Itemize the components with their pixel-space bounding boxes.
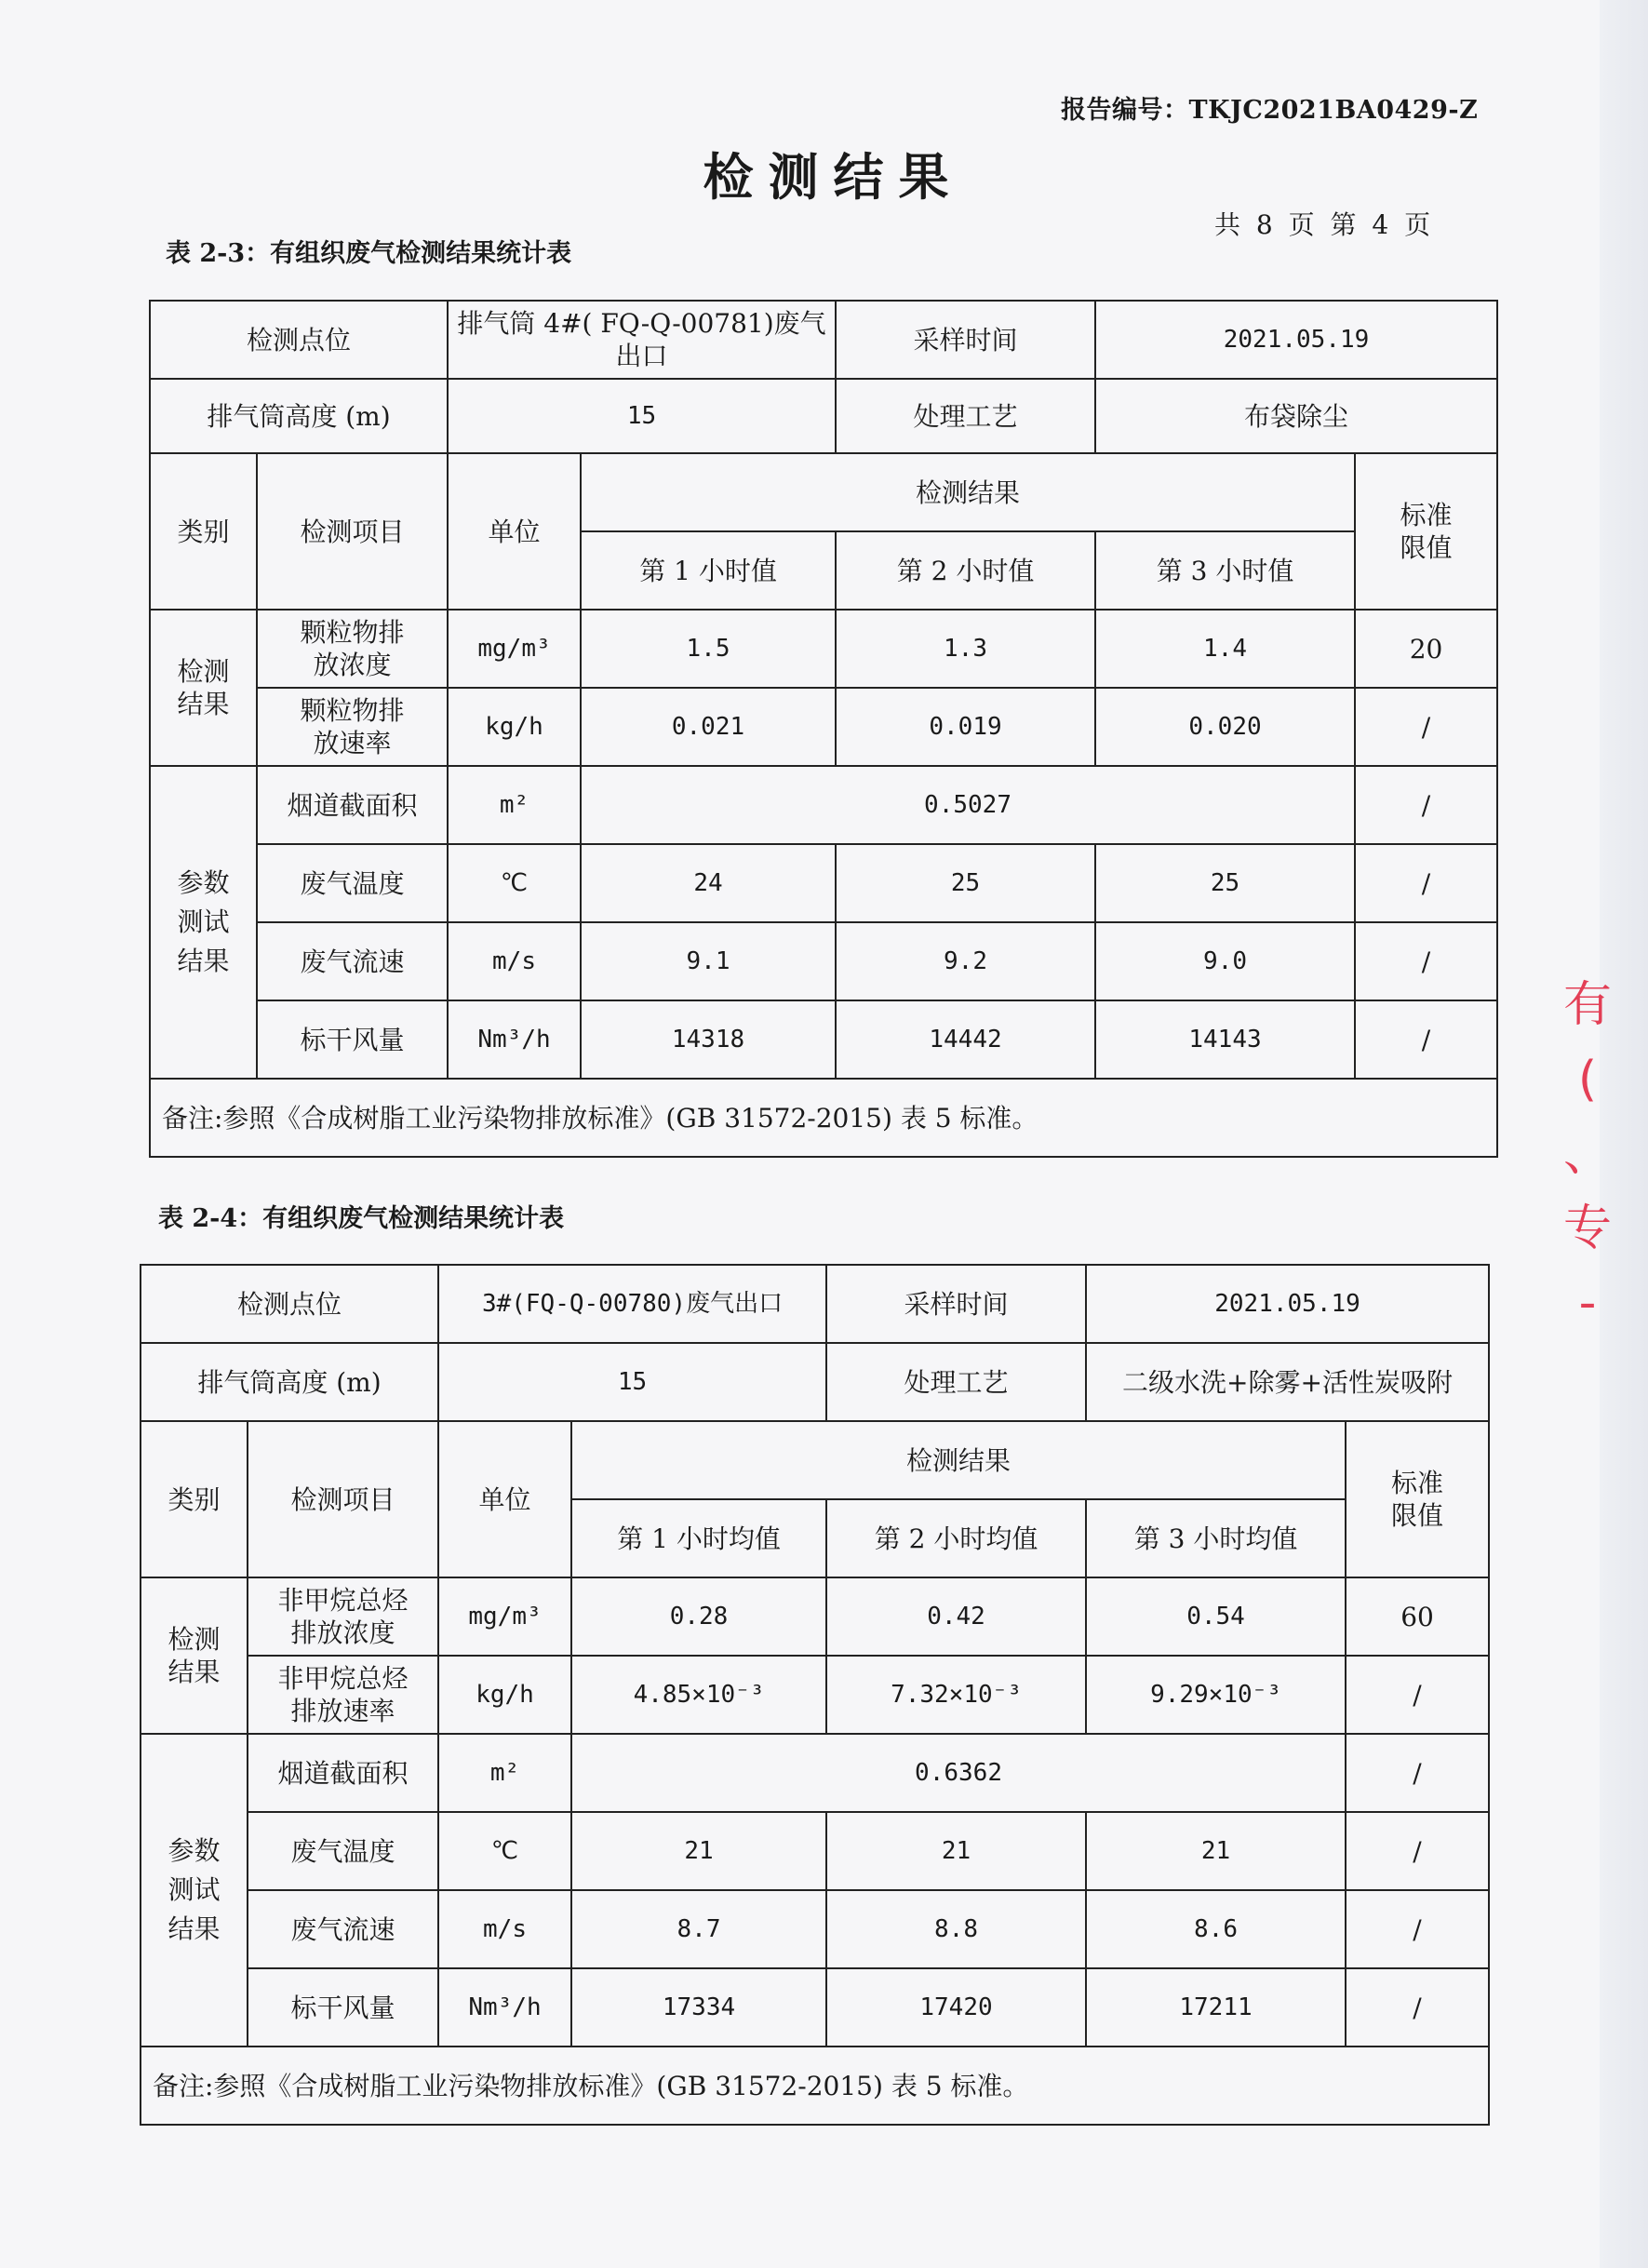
value-hour-1: 1.5: [581, 610, 836, 688]
header-limit: 标准限值: [1355, 453, 1497, 610]
group-detection-results: 检测结果: [150, 610, 257, 766]
value-hour-3: 9.0: [1095, 922, 1355, 1000]
stamp-char: 有: [1562, 977, 1612, 1033]
table-2-4: [140, 1264, 1490, 2126]
header-hour-1: 第 1 小时均值: [571, 1499, 826, 1577]
sampling-time-label: 采样时间: [826, 1265, 1086, 1343]
value-hour-3: 8.6: [1086, 1890, 1346, 1968]
process-label: 处理工艺: [826, 1343, 1086, 1421]
unit: m/s: [438, 1890, 571, 1968]
value-hour-1: 0.021: [581, 688, 836, 766]
item-name: 颗粒物排放速率: [257, 688, 448, 766]
stamp-char: -: [1578, 1275, 1597, 1331]
header-category: 类别: [141, 1421, 248, 1577]
header-hour-3: 第 3 小时值: [1095, 531, 1355, 610]
unit: m²: [438, 1734, 571, 1812]
unit: ℃: [438, 1812, 571, 1890]
table-2-3-caption: 表 2-3：有组织废气检测结果统计表: [166, 239, 572, 268]
value-hour-1: 4.85×10⁻³: [571, 1656, 826, 1734]
value-hour-1: 8.7: [571, 1890, 826, 1968]
limit-value: 60: [1346, 1577, 1489, 1656]
limit-value: /: [1355, 766, 1497, 844]
value-hour-1: 17334: [571, 1968, 826, 2047]
table-remark: 备注:参照《合成树脂工业污染物排放标准》(GB 31572-2015) 表 5 标准。: [150, 1079, 1497, 1157]
table-2-4-caption: 表 2-4：有组织废气检测结果统计表: [158, 1204, 565, 1233]
group-parameter-results: 参数测试结果: [150, 766, 257, 1079]
item-name: 烟道截面积: [257, 766, 448, 844]
value-hour-2: 0.019: [836, 688, 1095, 766]
sampling-time-value: 2021.05.19: [1095, 301, 1497, 379]
value-hour-2: 1.3: [836, 610, 1095, 688]
point-value: 3#(FQ-Q-00780)废气出口: [438, 1265, 826, 1343]
item-name: 废气温度: [248, 1812, 438, 1890]
sampling-time-value: 2021.05.19: [1086, 1265, 1489, 1343]
area-value: 0.5027: [581, 766, 1355, 844]
value-hour-3: 14143: [1095, 1000, 1355, 1079]
value-hour-3: 25: [1095, 844, 1355, 922]
area-value: 0.6362: [571, 1734, 1346, 1812]
limit-value: /: [1346, 1812, 1489, 1890]
item-name: 颗粒物排放浓度: [257, 610, 448, 688]
value-hour-2: 17420: [826, 1968, 1086, 2047]
value-hour-3: 0.020: [1095, 688, 1355, 766]
unit: Nm³/h: [438, 1968, 571, 2047]
point-label: 检测点位: [141, 1265, 438, 1343]
item-name: 非甲烷总烃排放浓度: [248, 1577, 438, 1656]
header-unit: 单位: [438, 1421, 571, 1577]
item-name: 标干风量: [248, 1968, 438, 2047]
header-item: 检测项目: [257, 453, 448, 610]
unit: kg/h: [448, 688, 581, 766]
item-name: 烟道截面积: [248, 1734, 438, 1812]
value-hour-2: 8.8: [826, 1890, 1086, 1968]
process-value: 二级水洗+除雾+活性炭吸附: [1086, 1343, 1489, 1421]
unit: mg/m³: [448, 610, 581, 688]
process-value: 布袋除尘: [1095, 379, 1497, 453]
item-name: 废气流速: [257, 922, 448, 1000]
value-hour-1: 24: [581, 844, 836, 922]
unit: mg/m³: [438, 1577, 571, 1656]
value-hour-1: 14318: [581, 1000, 836, 1079]
value-hour-3: 21: [1086, 1812, 1346, 1890]
group-detection-results: 检测结果: [141, 1577, 248, 1734]
value-hour-3: 0.54: [1086, 1577, 1346, 1656]
unit: Nm³/h: [448, 1000, 581, 1079]
stamp-char: (: [1577, 1052, 1598, 1107]
unit: kg/h: [438, 1656, 571, 1734]
header-results: 检测结果: [571, 1421, 1346, 1499]
item-name: 非甲烷总烃排放速率: [248, 1656, 438, 1734]
header-hour-3: 第 3 小时均值: [1086, 1499, 1346, 1577]
limit-value: /: [1355, 1000, 1497, 1079]
value-hour-1: 21: [571, 1812, 826, 1890]
group-parameter-results: 参数测试结果: [141, 1734, 248, 2047]
header-results: 检测结果: [581, 453, 1355, 531]
value-hour-3: 1.4: [1095, 610, 1355, 688]
value-hour-2: 7.32×10⁻³: [826, 1656, 1086, 1734]
value-hour-1: 0.28: [571, 1577, 826, 1656]
stamp-char: 、: [1562, 1126, 1612, 1182]
page-title: 检测结果: [703, 147, 964, 207]
unit: ℃: [448, 844, 581, 922]
value-hour-2: 0.42: [826, 1577, 1086, 1656]
unit: m/s: [448, 922, 581, 1000]
table-2-3: [149, 300, 1498, 1158]
header-hour-2: 第 2 小时均值: [826, 1499, 1086, 1577]
value-hour-1: 9.1: [581, 922, 836, 1000]
limit-value: /: [1346, 1734, 1489, 1812]
header-hour-1: 第 1 小时值: [581, 531, 836, 610]
stamp-char: 专: [1562, 1201, 1612, 1256]
stack-height-label: 排气筒高度 (m): [141, 1343, 438, 1421]
stack-height-value: 15: [438, 1343, 826, 1421]
limit-value: /: [1346, 1656, 1489, 1734]
point-value: 排气筒 4#( FQ-Q-00781)废气出口: [448, 301, 836, 379]
limit-value: /: [1355, 922, 1497, 1000]
limit-value: /: [1346, 1968, 1489, 2047]
limit-value: 20: [1355, 610, 1497, 688]
item-name: 标干风量: [257, 1000, 448, 1079]
value-hour-2: 25: [836, 844, 1095, 922]
table-remark: 备注:参照《合成树脂工业污染物排放标准》(GB 31572-2015) 表 5 标准。: [141, 2047, 1489, 2125]
header-category: 类别: [150, 453, 257, 610]
value-hour-2: 21: [826, 1812, 1086, 1890]
header-limit: 标准限值: [1346, 1421, 1489, 1577]
value-hour-2: 9.2: [836, 922, 1095, 1000]
unit: m²: [448, 766, 581, 844]
stack-height-value: 15: [448, 379, 836, 453]
stack-height-label: 排气筒高度 (m): [150, 379, 448, 453]
item-name: 废气流速: [248, 1890, 438, 1968]
item-name: 废气温度: [257, 844, 448, 922]
value-hour-3: 9.29×10⁻³: [1086, 1656, 1346, 1734]
point-label: 检测点位: [150, 301, 448, 379]
report-number: 报告编号：TKJC2021BA0429-Z: [1061, 96, 1479, 125]
process-label: 处理工艺: [836, 379, 1095, 453]
page-count: 共 8 页 第 4 页: [1214, 209, 1435, 240]
header-hour-2: 第 2 小时值: [836, 531, 1095, 610]
red-seal-stamp: [1560, 968, 1615, 1331]
limit-value: /: [1355, 844, 1497, 922]
limit-value: /: [1346, 1890, 1489, 1968]
header-unit: 单位: [448, 453, 581, 610]
value-hour-3: 17211: [1086, 1968, 1346, 2047]
sampling-time-label: 采样时间: [836, 301, 1095, 379]
header-item: 检测项目: [248, 1421, 438, 1577]
value-hour-2: 14442: [836, 1000, 1095, 1079]
limit-value: /: [1355, 688, 1497, 766]
